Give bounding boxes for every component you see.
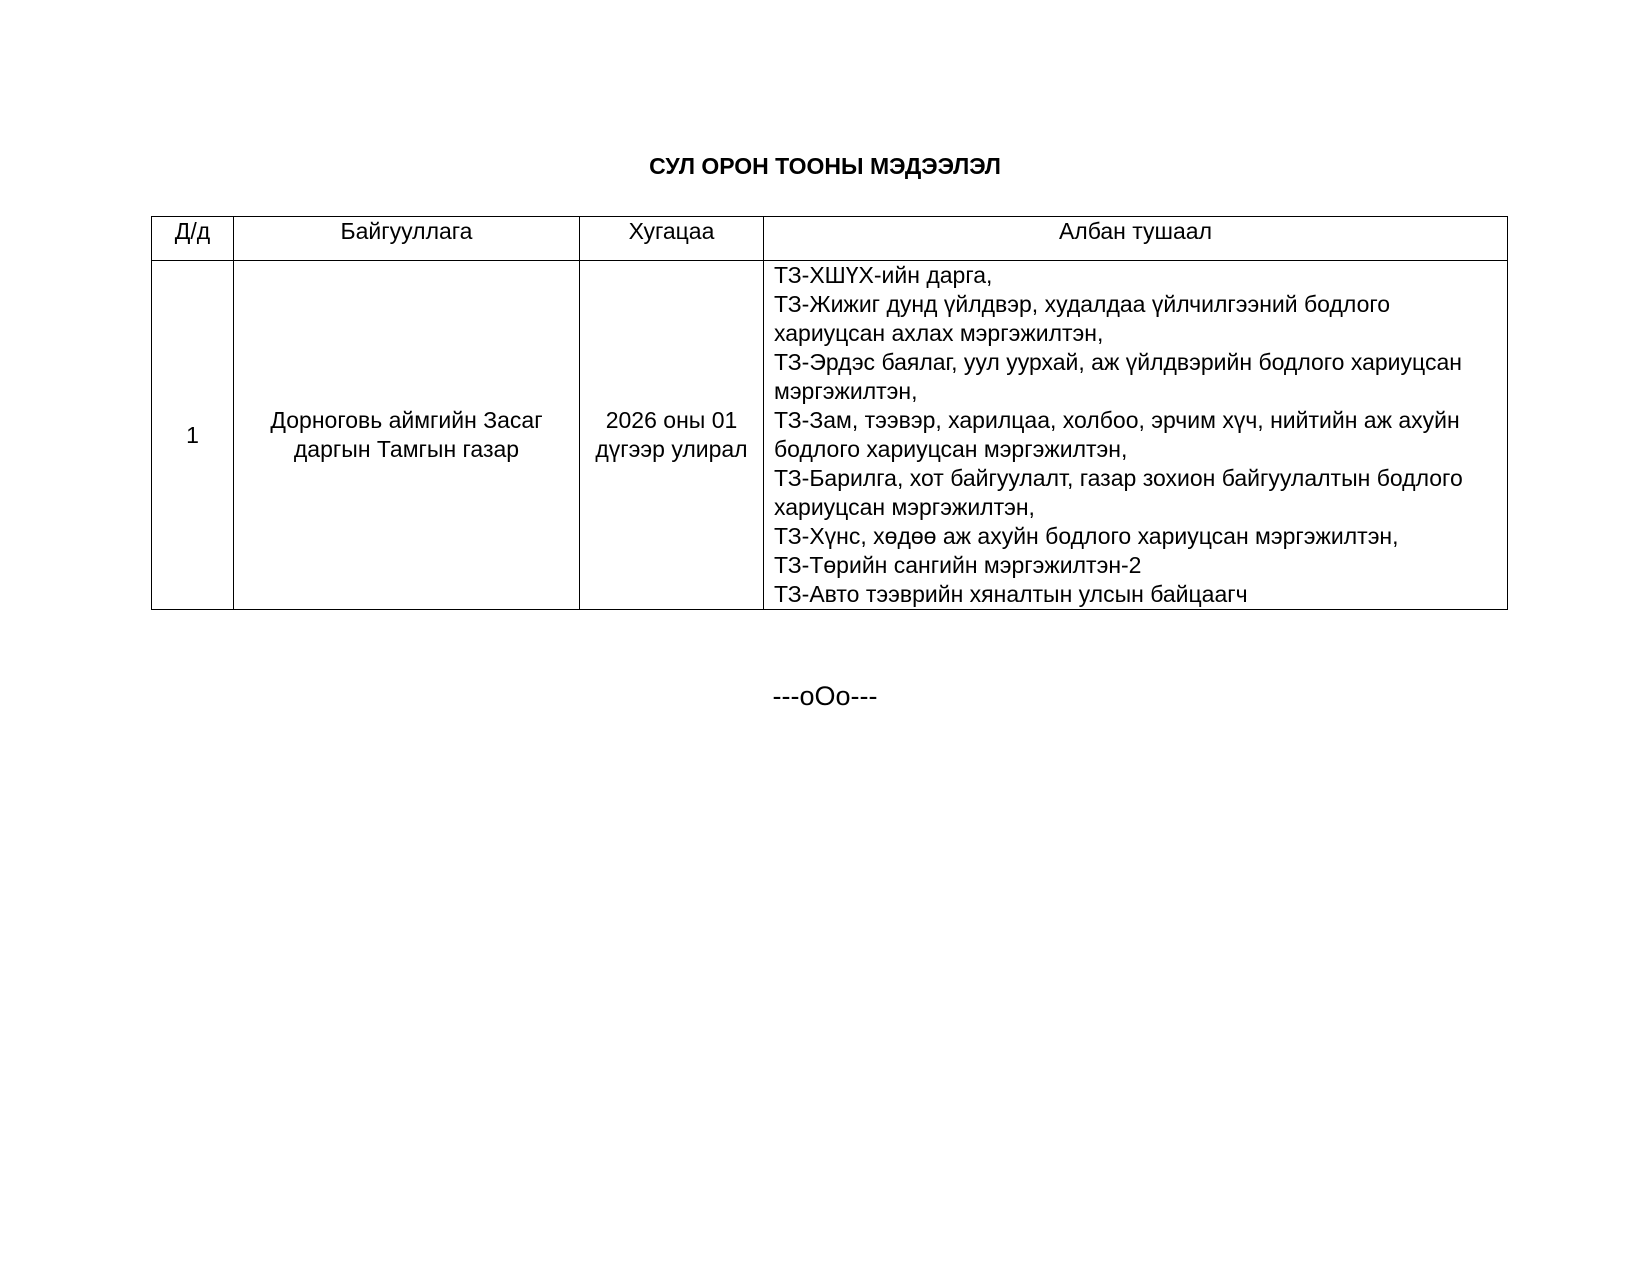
cell-positions (764, 261, 1508, 610)
position-item: ТЗ-Жижиг дунд үйлдвэр, худалдаа үйлчилгээний бодлого хариуцсан ахлах мэргэжилтэн, (774, 291, 1391, 346)
end-mark: ---oOo--- (772, 681, 878, 711)
header-position: Албан тушаал (764, 217, 1508, 261)
position-item: ТЗ-Хүнс, хөдөө аж ахуйн бодлого хариуцсан мэргэжилтэн, (774, 523, 1399, 549)
position-item: ТЗ-Төрийн сангийн мэргэжилтэн-2 (774, 552, 1142, 578)
vacancy-table (151, 216, 1508, 610)
header-organization: Байгууллага (234, 217, 580, 261)
position-item: ТЗ-Эрдэс баялаг, уул уурхай, аж үйлдвэрийн бодлого хариуцсан мэргэжилтэн, (774, 349, 1462, 404)
cell-number: 1 (152, 261, 234, 610)
cell-organization: Дорноговь аймгийн Засаг даргын Тамгын газар (234, 261, 580, 610)
header-number: Д/д (152, 217, 234, 261)
position-item: ТЗ-Зам, тээвэр, харилцаа, холбоо, эрчим хүч, нийтийн аж ахуйн бодлого хариуцсан мэргэжилтэн, (774, 407, 1460, 462)
table-row (152, 261, 1508, 610)
table-header-row (152, 217, 1508, 261)
position-item: ТЗ-Авто тээврийн хяналтын улсын байцаагч (774, 581, 1248, 607)
position-item: ТЗ-ХШҮХ-ийн дарга, (774, 262, 993, 288)
cell-period: 2026 оны 01 дүгээр улирал (580, 261, 764, 610)
position-item: ТЗ-Барилга, хот байгуулалт, газар зохион байгуулалтын бодлого хариуцсан мэргэжилтэн, (774, 465, 1463, 520)
header-period: Хугацаа (580, 217, 764, 261)
page-title: СУЛ ОРОН ТООНЫ МЭДЭЭЛЭЛ (649, 153, 1001, 179)
